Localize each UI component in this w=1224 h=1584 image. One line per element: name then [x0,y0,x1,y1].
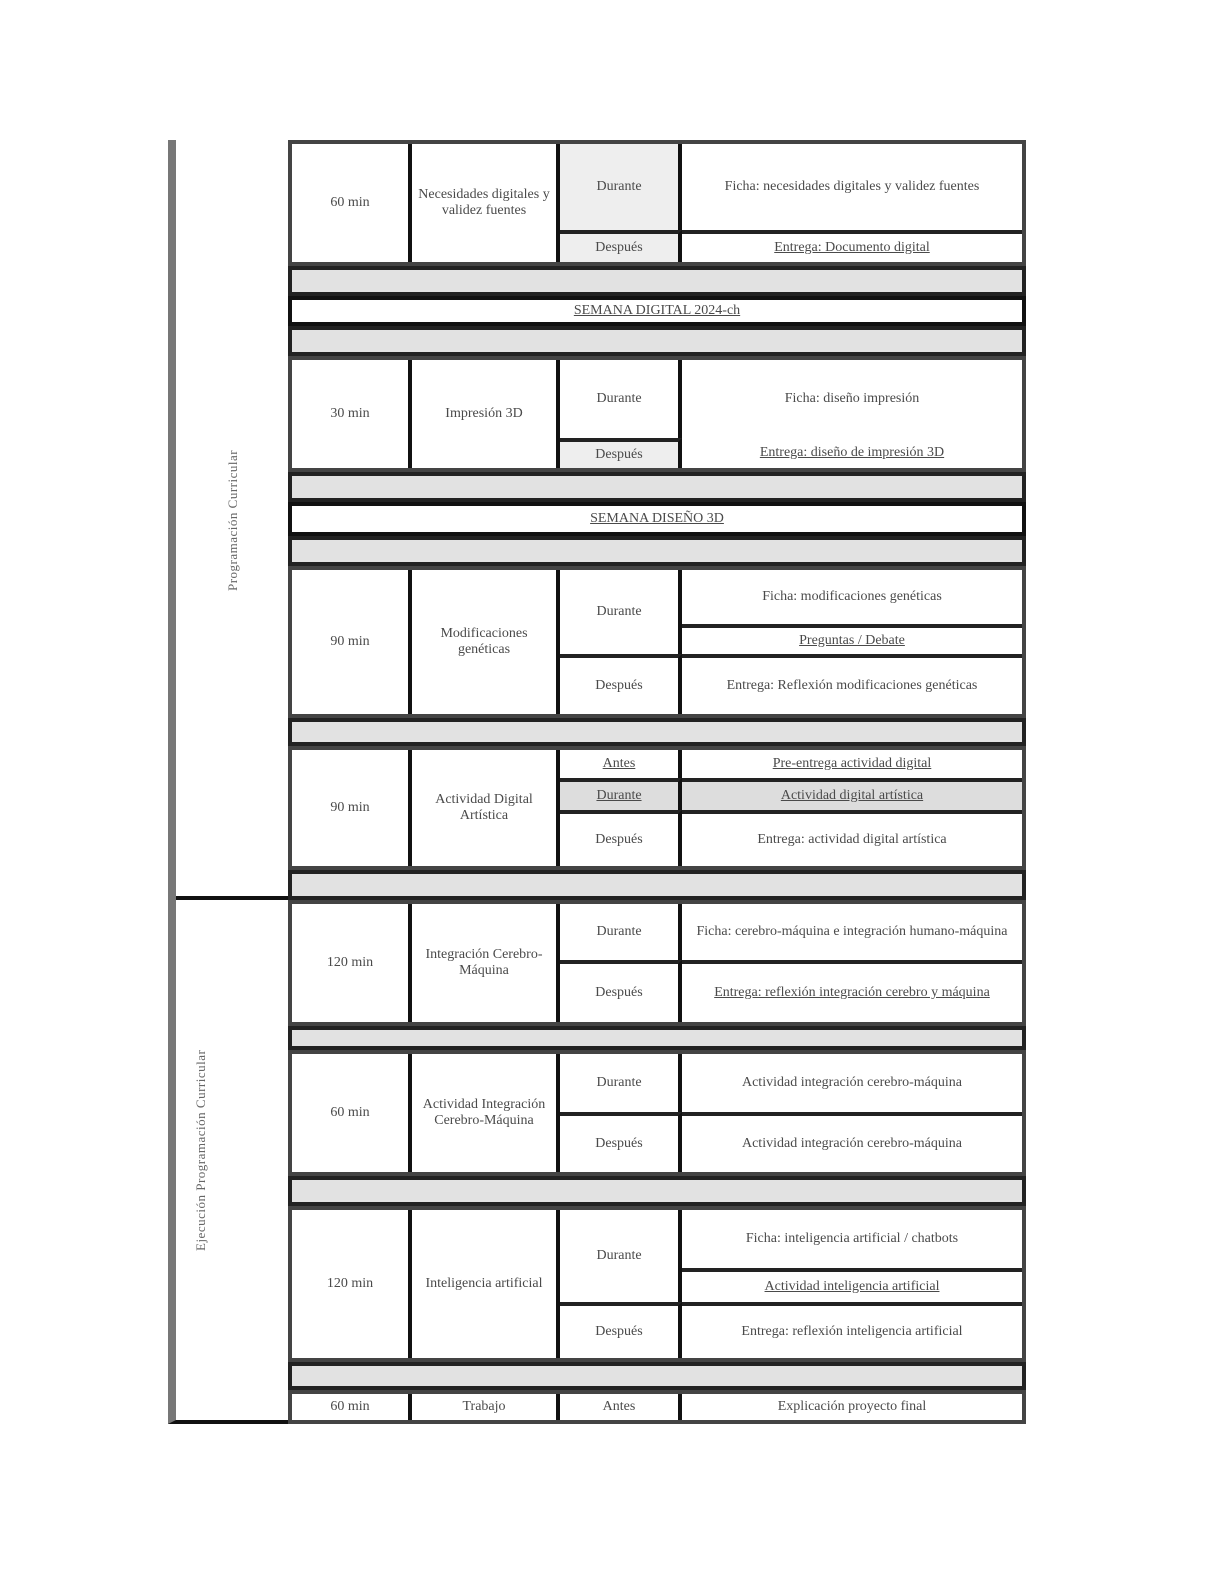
activity-cell: Actividad integración cerebro-máquina [682,1112,1022,1172]
topic-cell: Actividad Digital Artística [412,750,560,866]
activity-cell: Entrega: diseño de impresión 3D [759,444,945,460]
duration-cell: 90 min [292,750,412,866]
topic-cell: Integración Cerebro-Máquina [412,904,560,1022]
phase-cell: Después [560,960,682,1022]
phase-cell: Durante [560,144,682,230]
activity-cell: Ficha: modificaciones genéticas [762,588,942,604]
duration-cell: 120 min [292,904,412,1022]
activity-cell: Explicación proyecto final [777,1398,927,1414]
spacer-band [288,870,1026,900]
break-row: SEMANA DISEÑO 3D [288,502,1026,536]
topic-cell: Actividad Integración Cerebro-Máquina [412,1054,560,1172]
activity-cell: Preguntas / Debate [682,624,1022,654]
spacer-band [288,472,1026,502]
phase-cell: Durante [560,778,682,810]
phase-cell: Durante [560,904,682,960]
phase-cell: Después [560,654,682,714]
activity-cell: Actividad inteligencia artificial [682,1268,1022,1302]
topic-cell: Inteligencia artificial [412,1210,560,1358]
topic-cell: Trabajo [412,1394,560,1420]
phase-cell: Durante [560,360,682,438]
section-label-2: Ejecución Programación Curricular [193,1049,208,1251]
phase-cell: Después [560,1302,682,1358]
activity-cell: Ficha: diseño impresión [784,390,920,406]
duration-cell: 30 min [292,360,412,468]
activity-cell: Ficha: inteligencia artificial / chatbots [745,1230,959,1246]
activity-cell: Entrega: reflexión integración cerebro y máquina [682,960,1022,1022]
spacer-band [288,1362,1026,1390]
spacer-band [288,1026,1026,1050]
spacer-band [288,326,1026,356]
duration-cell: 90 min [292,570,412,714]
activity-cell: Pre-entrega actividad digital [772,755,932,771]
break-row: SEMANA DIGITAL 2024-ch [288,296,1026,326]
duration-cell: 120 min [292,1210,412,1358]
spacer-band [288,1176,1026,1206]
topic-cell: Necesidades digitales y validez fuentes [412,144,560,262]
topic-cell: Impresión 3D [412,360,560,468]
spacer-band [288,718,1026,746]
phase-cell: Después [560,810,682,866]
duration-cell: 60 min [292,144,412,262]
activity-cell: Entrega: reflexión inteligencia artificial [682,1302,1022,1358]
topic-cell: Modificaciones genéticas [412,570,560,714]
activity-cell: Actividad digital artística [682,778,1022,810]
duration-cell: 60 min [292,1054,412,1172]
section-label-1: Programación Curricular [225,449,240,591]
phase-cell: Durante [560,1054,682,1112]
phase-cell: Antes [560,750,682,778]
activity-cell: Ficha: necesidades digitales y validez fuentes [724,178,980,194]
activity-cell: Actividad integración cerebro-máquina [741,1074,962,1090]
phase-cell: Antes [560,1394,682,1420]
activity-cell: Entrega: Documento digital [682,230,1022,262]
phase-cell: Durante [560,1210,682,1302]
phase-cell: Después [560,1112,682,1172]
spacer-band [288,536,1026,566]
phase-cell: Después [560,230,682,262]
phase-cell: Después [560,438,682,468]
duration-cell: 60 min [292,1394,412,1420]
section-separator [176,896,290,900]
phase-cell: Durante [560,570,682,654]
activity-cell: Entrega: actividad digital artística [682,810,1022,866]
spacer-band [288,266,1026,296]
activity-cell: Ficha: cerebro-máquina e integración humano-máquina [696,923,1008,939]
activity-cell: Entrega: Reflexión modificaciones genéticas [682,654,1022,714]
